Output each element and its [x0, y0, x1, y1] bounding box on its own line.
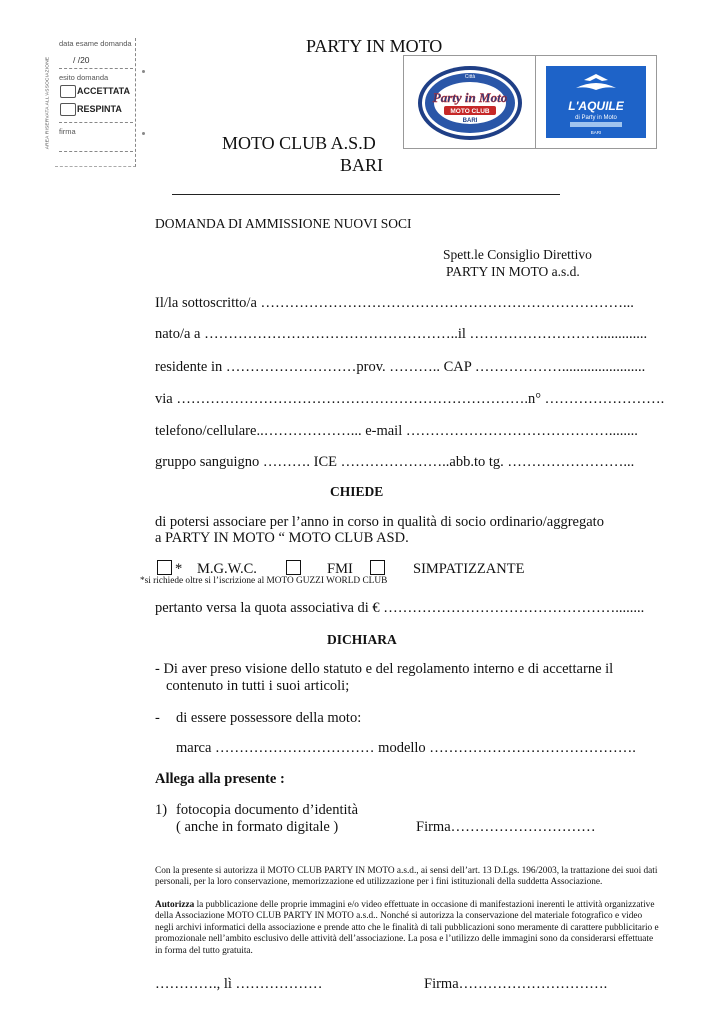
- field-sottoscritto[interactable]: Il/la sottoscritto/a …………………………………………………………………...: [155, 295, 634, 311]
- allega-item-line2: ( anche in formato digitale ): [176, 819, 339, 835]
- svg-text:Party in Moto: Party in Moto: [432, 90, 508, 105]
- dot-mark: [142, 70, 145, 73]
- svg-text:L'AQUILE: L'AQUILE: [568, 99, 624, 113]
- fmi-label: FMI: [327, 561, 353, 577]
- field-birth-place-date[interactable]: nato/a a ……………………………………………..il ……………………….............: [155, 326, 648, 342]
- dichiara-item2-dash: -: [155, 710, 160, 726]
- field-quota[interactable]: pertanto versa la quota associativa di € …………………………………………........: [155, 600, 645, 616]
- privacy-paragraph-2: [155, 900, 660, 957]
- privacy-paragraph-1: Con la presente si autorizza il MOTO CLUB PARTY IN MOTO a.s.d., ai sensi dell’art. 13 D.Lgs. 196/2003, la trattazione dei suoi dati personali, per la loro conservazione, memorizzazione ed utilizzazione per i fini istituzionali della suddetta Associazione.: [155, 866, 658, 888]
- svg-text:di Party in Moto: di Party in Moto: [575, 115, 617, 121]
- signature-line: [59, 151, 133, 152]
- field-phone-email[interactable]: telefono/cellulare..………………... e-mail ……………………………………........: [155, 423, 638, 439]
- mgwc-checkbox[interactable]: [157, 560, 172, 575]
- reserved-area-box: [45, 38, 137, 166]
- field-street[interactable]: via ……………………………………………………………….n° …………………….: [155, 391, 665, 407]
- exam-date-label: data esame domanda: [59, 39, 132, 48]
- logos-divider: [535, 56, 536, 148]
- svg-text:BARI: BARI: [462, 118, 478, 124]
- dot-mark: [142, 132, 145, 135]
- field-place-date[interactable]: …………., lì ………………: [155, 976, 323, 992]
- accepted-label: ACCETTATA: [77, 86, 130, 96]
- page-title: PARTY IN MOTO: [306, 36, 443, 56]
- rejected-label: RESPINTA: [77, 104, 122, 114]
- allega-item-line1: fotocopia documento d’identità: [176, 802, 359, 818]
- privacy-authorize-text: la pubblicazione delle proprie immagini e/o video effettuate in occasione di manifestazioni inerenti le attività organizzative della Associazione MOTO CLUB PARTY IN MOTO a.s.d.. Nonché si autorizza la conservazione del materiale fotografico e video negli archivi informatici della associazione e prende atto che le finalità di tali pubblicazioni sono meramente di carattere pubblicitario e promozionale nell’ambito esclusivo delle attività dell’associazione. La posa e l’utilizzo delle immagini sono da considerarsi effettuate in forma del tutto gratuita.: [155, 900, 659, 956]
- form-heading: DOMANDA DI AMMISSIONE NUOVI SOCI: [155, 216, 412, 231]
- header-divider: [172, 194, 560, 195]
- simpatizzante-label: SIMPATIZZANTE: [413, 561, 525, 577]
- mgwc-note: *si richiede oltre si l’iscrizione al MOTO GUZZI WORLD CLUB: [140, 576, 388, 586]
- outcome-label: esito domanda: [59, 73, 109, 82]
- dichiara-item1-line2: contenuto in tutti i suoi articoli;: [166, 678, 350, 694]
- logos-box: [403, 55, 657, 149]
- field-moto-make-model[interactable]: marca …………………………… modello …………………………………….: [176, 740, 636, 756]
- club-city: BARI: [340, 155, 384, 175]
- dichiara-item2-text: di essere possessore della moto:: [176, 710, 362, 726]
- fmi-checkbox[interactable]: [286, 560, 301, 575]
- signature-label: firma: [59, 127, 76, 136]
- mgwc-label: M.G.W.C.: [197, 561, 257, 577]
- allega-heading: Allega alla presente :: [155, 771, 285, 787]
- chiede-text-line2: a PARTY IN MOTO “ MOTO CLUB ASD.: [155, 530, 409, 546]
- exam-date-value: / /20: [73, 55, 90, 65]
- exam-date-line: [59, 68, 133, 69]
- mgwc-star: *: [175, 561, 183, 577]
- chiede-text-line1: di potersi associare per l’anno in corso in qualità di socio ordinario/aggregato: [155, 514, 604, 530]
- simpatizzante-checkbox[interactable]: [370, 560, 385, 575]
- party-in-moto-logo: [416, 64, 524, 142]
- chiede-heading: CHIEDE: [330, 484, 384, 499]
- dichiara-heading: DICHIARA: [327, 632, 397, 647]
- svg-text:BARI: BARI: [590, 130, 602, 135]
- addressee-line1: Spett.le Consiglio Direttivo: [443, 247, 592, 262]
- allega-item-number: 1): [155, 802, 168, 818]
- field-residence[interactable]: residente in ………………………prov. ……….. CAP ……………….......................: [155, 359, 646, 375]
- rejected-checkbox[interactable]: [60, 103, 76, 116]
- reserved-area-vertical-label: AREA RISERVATA ALL'ASSOCIAZIONE: [45, 56, 51, 150]
- svg-text:Città: Città: [464, 74, 476, 80]
- svg-text:MOTO CLUB: MOTO CLUB: [450, 108, 490, 115]
- signature-field-1[interactable]: Firma…………………………: [416, 819, 596, 835]
- addressee-line2: PARTY IN MOTO a.s.d.: [446, 264, 580, 279]
- privacy-authorize-bold: Autorizza: [155, 900, 195, 910]
- club-name: MOTO CLUB A.S.D: [222, 133, 376, 153]
- accepted-checkbox[interactable]: [60, 85, 76, 98]
- aquile-logo: [546, 66, 646, 138]
- signature-field-2[interactable]: Firma………………………….: [424, 976, 608, 992]
- field-blood-ice[interactable]: gruppo sanguigno ………. ICE …………………..abb.to tg. ……………………...: [155, 454, 635, 470]
- dichiara-item1-line1: - Di aver preso visione dello statuto e del regolamento interno e di accettarne il: [155, 661, 614, 677]
- outcome-line: [59, 122, 133, 123]
